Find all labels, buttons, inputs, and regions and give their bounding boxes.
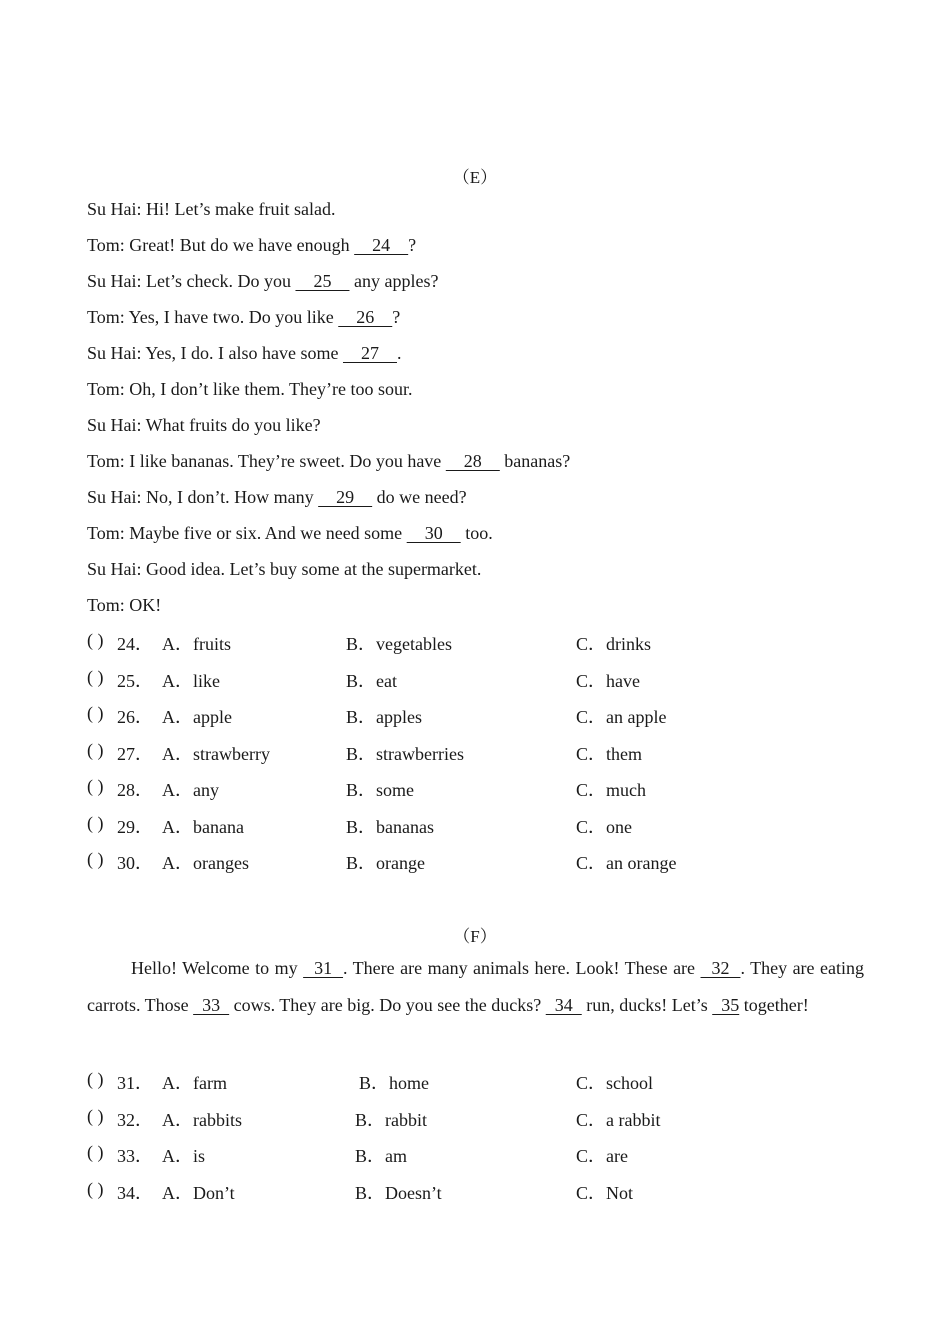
blank-26[interactable]: 26 <box>338 307 393 327</box>
dialogue-text: ? <box>408 235 417 255</box>
option-c[interactable]: C．an orange <box>576 853 677 873</box>
question-29 <box>87 813 887 837</box>
dialogue-line <box>87 451 570 472</box>
blank-29[interactable]: 29 <box>318 487 373 507</box>
option-a[interactable]: A．fruits <box>162 634 231 654</box>
dialogue-text: Tom: Maybe five or six. And we need some <box>87 523 407 543</box>
option-c[interactable]: C．have <box>576 671 640 691</box>
question-number: 33． <box>117 1146 153 1166</box>
option-b[interactable]: B．apples <box>346 707 422 727</box>
question-26 <box>87 703 887 727</box>
answer-bracket[interactable]: ( ) <box>87 1106 104 1126</box>
passage-text: . There are many animals here. Look! These are <box>343 958 701 978</box>
dialogue-text: bananas? <box>499 451 571 471</box>
answer-bracket[interactable]: ( ) <box>87 1069 104 1089</box>
option-b[interactable]: B．bananas <box>346 817 434 837</box>
option-c[interactable]: C．much <box>576 780 646 800</box>
answer-bracket[interactable]: ( ) <box>87 849 104 869</box>
question-number: 28． <box>117 780 153 800</box>
answer-bracket[interactable]: ( ) <box>87 703 104 723</box>
section-e-title: （E） <box>452 168 498 187</box>
answer-bracket[interactable]: ( ) <box>87 630 104 650</box>
answer-bracket[interactable]: ( ) <box>87 776 104 796</box>
dialogue-text: Su Hai: Good idea. Let’s buy some at the supermarket. <box>87 559 482 579</box>
question-24 <box>87 630 887 654</box>
option-c[interactable]: C．one <box>576 817 632 837</box>
answer-bracket[interactable]: ( ) <box>87 667 104 687</box>
dialogue-line <box>87 523 493 544</box>
dialogue-line <box>87 415 321 436</box>
blank-25[interactable]: 25 <box>295 271 350 291</box>
option-a[interactable]: A．Don’t <box>162 1183 235 1203</box>
blank-35[interactable]: 35 <box>712 995 740 1015</box>
option-c[interactable]: C．Not <box>576 1183 634 1203</box>
dialogue-line <box>87 559 481 580</box>
option-b[interactable]: B．eat <box>346 671 397 691</box>
option-b[interactable]: B．home <box>359 1073 429 1093</box>
option-c[interactable]: C．them <box>576 744 642 764</box>
option-a[interactable]: A．apple <box>162 707 232 727</box>
dialogue-line <box>87 343 401 364</box>
option-c[interactable]: C．school <box>576 1073 654 1093</box>
question-number: 32． <box>117 1110 153 1130</box>
option-b[interactable]: B．Doesn’t <box>355 1183 442 1203</box>
dialogue-text: Tom: Great! But do we have enough <box>87 235 355 255</box>
question-27 <box>87 740 887 764</box>
passage-text: . They are eating carrots. Those <box>87 958 865 1015</box>
dialogue-text: Tom: OK! <box>87 595 162 615</box>
dialogue-text: Tom: Yes, I have two. Do you like <box>87 307 339 327</box>
option-a[interactable]: A．strawberry <box>162 744 270 764</box>
dialogue-text: . <box>396 343 402 363</box>
answer-bracket[interactable]: ( ) <box>87 740 104 760</box>
option-a[interactable]: A．is <box>162 1146 206 1166</box>
passage-text: Hello! Welcome to my <box>131 958 304 978</box>
question-number: 26． <box>117 707 153 727</box>
question-34 <box>87 1179 887 1203</box>
option-b[interactable]: B．rabbit <box>355 1110 427 1130</box>
question-number: 27． <box>117 744 153 764</box>
question-25 <box>87 667 887 691</box>
dialogue-text: Tom: I like bananas. They’re sweet. Do you have <box>87 451 446 471</box>
answer-bracket[interactable]: ( ) <box>87 1142 104 1162</box>
question-number: 34． <box>117 1183 153 1203</box>
dialogue-line <box>87 199 335 220</box>
option-b[interactable]: B．vegetables <box>346 634 452 654</box>
dialogue-text: any apples? <box>349 271 439 291</box>
question-number: 31． <box>117 1073 153 1093</box>
option-b[interactable]: B．some <box>346 780 415 800</box>
dialogue-text: Su Hai: Let’s check. Do you <box>87 271 296 291</box>
answer-bracket[interactable]: ( ) <box>87 1179 104 1199</box>
dialogue-line <box>87 307 400 328</box>
blank-34[interactable]: 34 <box>545 995 582 1015</box>
answer-bracket[interactable]: ( ) <box>87 813 104 833</box>
question-33 <box>87 1142 887 1166</box>
option-c[interactable]: C．an apple <box>576 707 667 727</box>
passage-f <box>87 950 864 1024</box>
passage-text: together! <box>739 995 809 1015</box>
dialogue-line <box>87 487 467 508</box>
question-number: 30． <box>117 853 153 873</box>
option-a[interactable]: A．oranges <box>162 853 249 873</box>
passage-text: cows. They are big. Do you see the ducks? <box>229 995 546 1015</box>
dialogue-text: too. <box>460 523 493 543</box>
question-28 <box>87 776 887 800</box>
dialogue-line <box>87 379 413 400</box>
dialogue-text: ? <box>392 307 401 327</box>
question-32 <box>87 1106 887 1130</box>
option-c[interactable]: C．a rabbit <box>576 1110 661 1130</box>
option-b[interactable]: B．strawberries <box>346 744 464 764</box>
option-a[interactable]: A．banana <box>162 817 244 837</box>
option-b[interactable]: B．am <box>355 1146 407 1166</box>
option-a[interactable]: A．rabbits <box>162 1110 242 1130</box>
blank-32[interactable]: 32 <box>700 958 741 978</box>
dialogue-text: do we need? <box>372 487 467 507</box>
passage-text: run, ducks! Let’s <box>581 995 713 1015</box>
option-a[interactable]: A．like <box>162 671 220 691</box>
question-31 <box>87 1069 887 1093</box>
blank-27[interactable]: 27 <box>342 343 397 363</box>
dialogue-text: Su Hai: Hi! Let’s make fruit salad. <box>87 199 336 219</box>
dialogue-line <box>87 271 438 292</box>
dialogue-line <box>87 595 161 616</box>
dialogue-line <box>87 235 416 256</box>
option-c[interactable]: C．are <box>576 1146 628 1166</box>
blank-33[interactable]: 33 <box>193 995 230 1015</box>
blank-24[interactable]: 24 <box>354 235 409 255</box>
question-number: 24． <box>117 634 153 654</box>
dialogue-text: Su Hai: No, I don’t. How many <box>87 487 319 507</box>
dialogue-text: Tom: Oh, I don’t like them. They’re too sour. <box>87 379 413 399</box>
option-b[interactable]: B．orange <box>346 853 425 873</box>
option-a[interactable]: A．any <box>162 780 219 800</box>
question-number: 29． <box>117 817 153 837</box>
blank-31[interactable]: 31 <box>303 958 344 978</box>
blank-30[interactable]: 30 <box>406 523 461 543</box>
option-a[interactable]: A．farm <box>162 1073 227 1093</box>
dialogue-text: Su Hai: What fruits do you like? <box>87 415 321 435</box>
dialogue-text: Su Hai: Yes, I do. I also have some <box>87 343 343 363</box>
section-f-title: （F） <box>453 927 497 946</box>
question-30 <box>87 849 887 873</box>
option-c[interactable]: C．drinks <box>576 634 652 654</box>
blank-28[interactable]: 28 <box>445 451 500 471</box>
question-number: 25． <box>117 671 153 691</box>
